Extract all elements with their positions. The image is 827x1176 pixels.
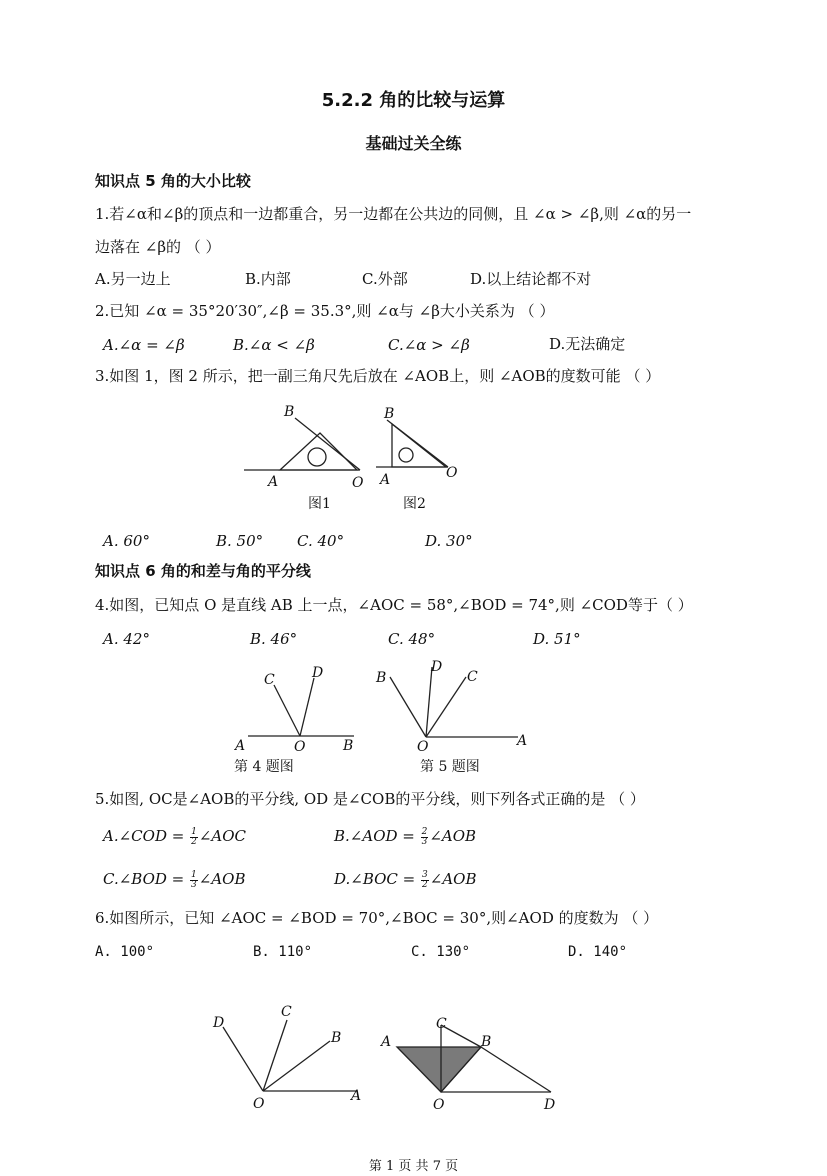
ruler-hole bbox=[308, 448, 326, 466]
option-d: D.∠BOC = $\frac{3}{2}$ ∠AOB bbox=[334, 869, 477, 890]
option-d: D. 30° bbox=[425, 532, 473, 550]
figure-caption: 图2 bbox=[403, 496, 426, 512]
label-c: C bbox=[264, 672, 275, 688]
option-a: A. 100° bbox=[95, 944, 155, 960]
label-a: A bbox=[517, 733, 528, 749]
label-b: B bbox=[284, 404, 295, 420]
label-b: B bbox=[376, 670, 387, 686]
option-c: C. 40° bbox=[297, 532, 345, 550]
page-subtitle: 基础过关全练 bbox=[365, 134, 462, 153]
label-a: A bbox=[381, 1034, 392, 1050]
option-a: A. 60° bbox=[103, 532, 150, 550]
option-c: C.∠BOD = $\frac{1}{3}$ ∠AOB bbox=[103, 869, 246, 890]
option-a: A. 42° bbox=[103, 630, 150, 648]
label-d: D bbox=[213, 1015, 225, 1031]
ray-ob bbox=[263, 1041, 330, 1091]
option-b: B.∠AOD = $\frac{2}{3}$ ∠AOB bbox=[334, 826, 477, 847]
label-b: B bbox=[331, 1030, 342, 1046]
option-b: B. 110° bbox=[253, 944, 313, 960]
label-c: C bbox=[467, 669, 478, 685]
label-a: A bbox=[268, 474, 279, 490]
option-c: C. 48° bbox=[388, 630, 436, 648]
figure-caption: 图1 bbox=[308, 496, 331, 512]
label-o: O bbox=[433, 1097, 445, 1113]
label-a: A bbox=[235, 738, 246, 754]
label-d: D bbox=[544, 1097, 556, 1113]
ruler-hole bbox=[399, 448, 413, 462]
figure-caption: 第 4 题图 bbox=[234, 759, 294, 775]
page-footer: 第 1 页 共 7 页 bbox=[368, 1159, 459, 1174]
figure-caption: 第 5 题图 bbox=[420, 759, 480, 775]
option-d: D.以上结论都不对 bbox=[470, 270, 592, 288]
option-c: C.外部 bbox=[362, 270, 408, 288]
option-d: D. 51° bbox=[533, 630, 581, 648]
question-2-stem: 2.已知 ∠α = 35°20′30″,∠β = 35.3°,则 ∠α与 ∠β大小关系为 （ ） bbox=[95, 302, 555, 320]
question-1-line-1: 1.若∠α和∠β的顶点和一边都重合，另一边都在公共边的同侧，且 ∠α > ∠β,则 ∠α的另一 bbox=[95, 205, 692, 223]
question-4-stem: 4.如图，已知点 O 是直线 AB 上一点，∠AOC = 58°,∠BOD = 74°,则 ∠COD等于（ ） bbox=[95, 596, 693, 614]
option-a: A.∠α = ∠β bbox=[103, 336, 185, 354]
question-3-stem: 3.如图 1，图 2 所示，把一副三角尺先后放在 ∠AOB上，则 ∠AOB的度数可能 （ ） bbox=[95, 367, 661, 385]
option-b: B.内部 bbox=[245, 270, 291, 288]
option-b: B. 50° bbox=[216, 532, 264, 550]
triangle-ruler bbox=[280, 433, 357, 470]
option-b: B.∠α < ∠β bbox=[233, 336, 315, 354]
figure-q4 bbox=[230, 660, 370, 780]
ray-od bbox=[426, 667, 432, 737]
shaded-triangle bbox=[397, 1047, 481, 1092]
page-title: 5.2.2 角的比较与运算 bbox=[321, 90, 506, 111]
segment-cb bbox=[441, 1025, 481, 1047]
option-a: A.另一边上 bbox=[95, 270, 171, 288]
option-b: B. 46° bbox=[250, 630, 298, 648]
label-o: O bbox=[417, 739, 429, 755]
label-b: B bbox=[481, 1034, 492, 1050]
option-a: A.∠COD = $\frac{1}{2}$ ∠AOC bbox=[103, 826, 246, 847]
label-a: A bbox=[351, 1088, 362, 1104]
option-d: D. 140° bbox=[568, 944, 628, 960]
ray-oc bbox=[274, 685, 300, 736]
ray-od bbox=[223, 1027, 263, 1091]
option-c: C.∠α > ∠β bbox=[388, 336, 470, 354]
label-d: D bbox=[431, 659, 443, 675]
question-5-stem: 5.如图, OC是∠AOB的平分线, OD 是∠COB的平分线，则下列各式正确的是 （ ） bbox=[95, 790, 645, 808]
segment-bd bbox=[481, 1047, 551, 1092]
figure-1 bbox=[240, 400, 380, 520]
question-1-line-2: 边落在 ∠β的 （ ） bbox=[95, 238, 221, 256]
ray-ob bbox=[295, 418, 360, 470]
option-d: D.无法确定 bbox=[549, 335, 626, 353]
section-heading: 知识点 6 角的和差与角的平分线 bbox=[95, 562, 311, 580]
label-o: O bbox=[253, 1096, 265, 1112]
ray-ob bbox=[390, 677, 426, 737]
label-c: C bbox=[436, 1016, 447, 1032]
question-6-stem: 6.如图所示，已知 ∠AOC = ∠BOD = 70°,∠BOC = 30°,则∠AOD 的度数为 （ ） bbox=[95, 909, 659, 927]
figure-q6-right bbox=[375, 1010, 565, 1115]
figure-q6-left bbox=[205, 1000, 375, 1115]
label-c: C bbox=[281, 1004, 292, 1020]
label-b: B bbox=[384, 406, 395, 422]
ray-oc bbox=[426, 677, 466, 737]
triangle-ruler bbox=[392, 424, 446, 467]
label-o: O bbox=[446, 465, 458, 481]
figure-2 bbox=[370, 400, 470, 520]
figure-q5 bbox=[370, 655, 540, 780]
option-c: C. 130° bbox=[411, 944, 471, 960]
label-o: O bbox=[352, 475, 364, 491]
ray-od bbox=[300, 678, 314, 736]
label-b: B bbox=[343, 738, 354, 754]
section-heading: 知识点 5 角的大小比较 bbox=[95, 172, 251, 190]
label-d: D bbox=[312, 665, 324, 681]
ray-oc bbox=[263, 1020, 287, 1091]
label-o: O bbox=[294, 739, 306, 755]
label-a: A bbox=[380, 472, 391, 488]
